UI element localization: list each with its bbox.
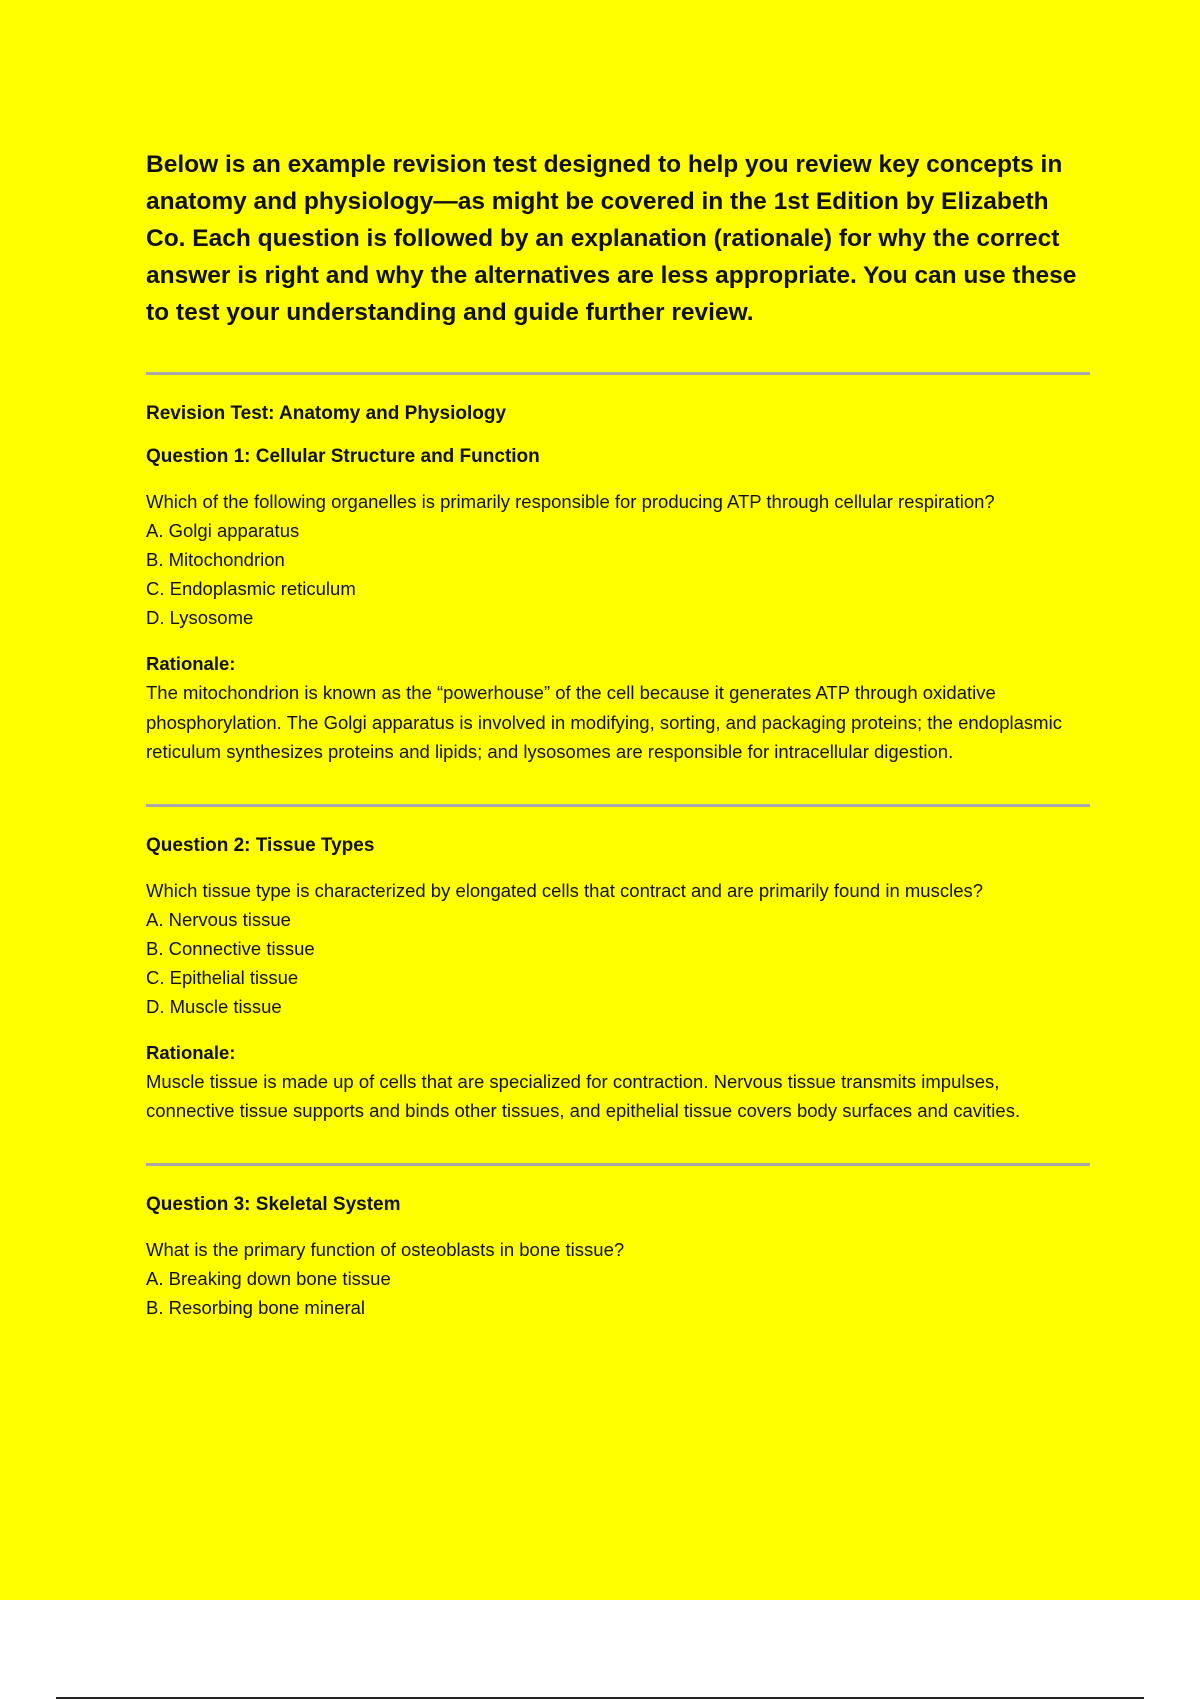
question-1-rationale: The mitochondrion is known as the “powerhouse” of the cell because it generates ATP through oxidative phosphorylation. The Golgi apparatus is involved in modifying, sorting, and packaging proteins; the endoplasmic reticulum synthesizes proteins and lipids; and lysosomes are responsible for intracellular digestion. — [146, 682, 1062, 762]
question-1-heading: Question 1: Cellular Structure and Function — [146, 446, 540, 467]
option: A. Golgi apparatus — [146, 520, 300, 541]
question-3-options — [146, 1264, 1090, 1322]
question-3-text: What is the primary function of osteoblasts in bone tissue? — [146, 1238, 625, 1260]
option: C. Epithelial tissue — [146, 966, 299, 988]
test-title: Revision Test: Anatomy and Physiology — [146, 403, 507, 424]
option: D. Muscle tissue — [146, 995, 282, 1017]
question-2-options — [146, 905, 1090, 1021]
question-2-heading: Question 2: Tissue Types — [146, 834, 375, 856]
option: B. Connective tissue — [146, 937, 315, 959]
question-1-options — [146, 516, 1090, 632]
question-2-rationale-label: Rationale: — [146, 1041, 236, 1063]
option: A. Breaking down bone tissue — [146, 1267, 391, 1289]
document-content — [146, 146, 1090, 1322]
option: C. Endoplasmic reticulum — [146, 578, 356, 599]
question-1-rationale-label: Rationale: — [146, 653, 236, 674]
question-1-text: Which of the following organelles is primarily responsible for producing ATP through cellular respiration? — [146, 491, 995, 512]
divider — [146, 1163, 1090, 1166]
divider — [146, 372, 1090, 375]
question-3-heading: Question 3: Skeletal System — [146, 1193, 401, 1215]
option: B. Mitochondrion — [146, 549, 285, 570]
option: D. Lysosome — [146, 607, 254, 628]
question-2-text: Which tissue type is characterized by elongated cells that contract and are primarily found in muscles? — [146, 879, 984, 901]
option: A. Nervous tissue — [146, 908, 291, 930]
divider — [146, 804, 1090, 807]
question-2-rationale: Muscle tissue is made up of cells that are specialized for contraction. Nervous tissue transmits impulses, connective tissue supports and binds other tissues, and epithelial tissue covers body surfaces and cavities. — [146, 1070, 1021, 1121]
intro-paragraph: Below is an example revision test designed to help you review key concepts in anatomy and physiology—as might be covered in the 1st Edition by Elizabeth Co. Each question is followed by an explanation (rationale) for why the correct answer is right and why the alternatives are less appropriate. You can use these to test your understanding and guide further review. — [146, 151, 1077, 326]
option: B. Resorbing bone mineral — [146, 1296, 366, 1318]
page-bottom-rule — [56, 1697, 1144, 1699]
